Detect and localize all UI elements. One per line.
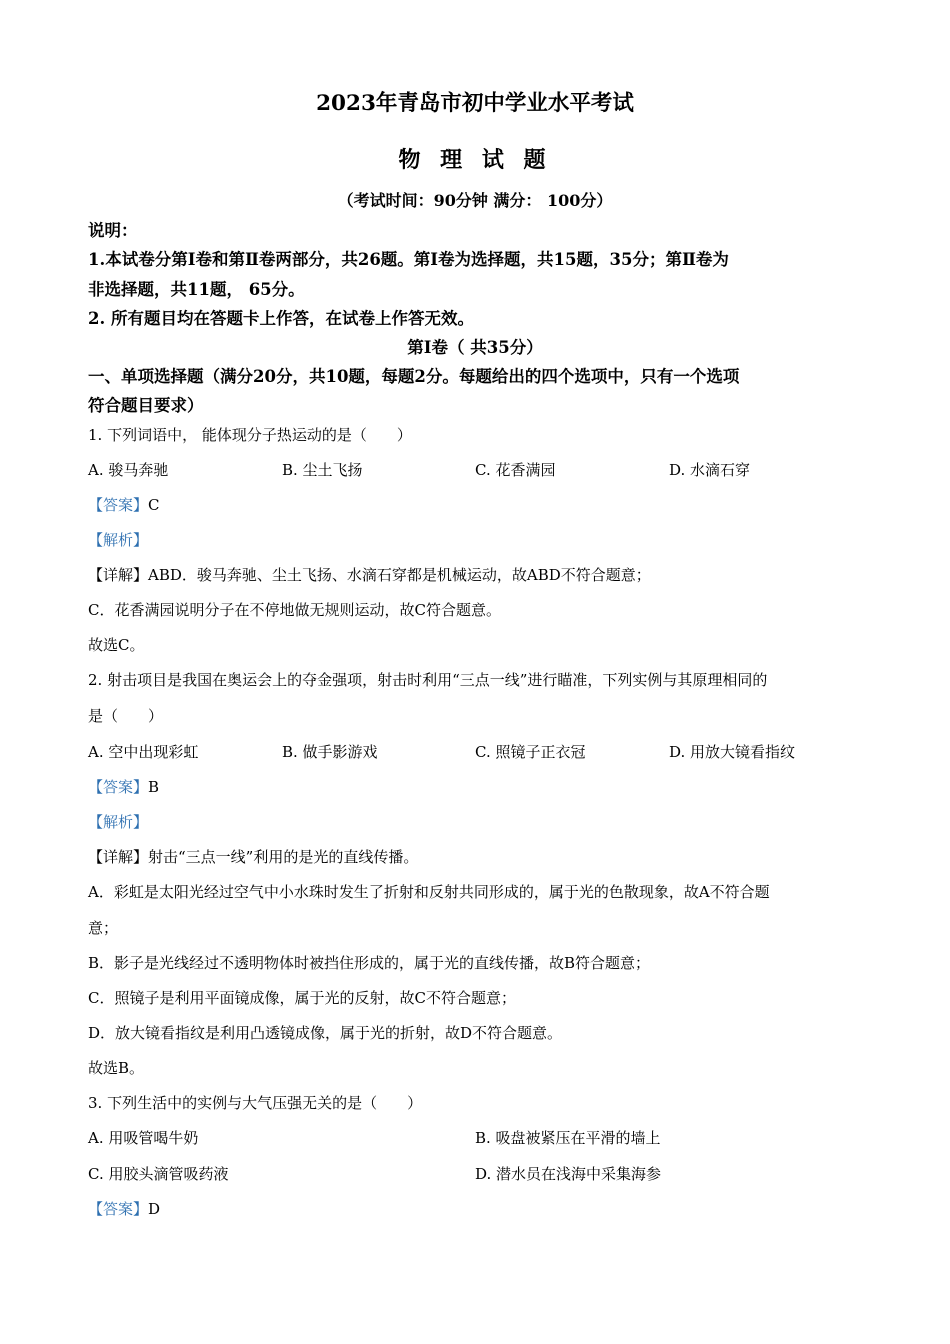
analysis-tag: 【解析】 xyxy=(88,813,149,831)
volume-1-title: 第Ⅰ卷（ 共35分） xyxy=(407,338,543,357)
q3-answer xyxy=(88,1199,868,1219)
exam-info: （考试时间：90分钟 满分： 100分） xyxy=(337,191,613,210)
answer-tag: 【答案】 xyxy=(88,1200,149,1218)
q2-option-a: A. 空中出现彩虹 xyxy=(88,743,199,761)
q2-a-line1: A．彩虹是太阳光经过空气中小水珠时发生了折射和反射共同形成的，属于光的色散现象，故A不符合题 xyxy=(88,883,770,901)
section-1-line2: 符合题目要求） xyxy=(88,396,204,415)
q1-detail-2: C．花香满园说明分子在不停地做无规则运动，故C符合题意。 xyxy=(88,601,501,619)
q2-b: B．影子是光线经过不透明物体时被挡住形成的，属于光的直线传播，故B符合题意； xyxy=(88,954,651,972)
q2-option-c: C. 照镜子正衣冠 xyxy=(475,743,586,761)
q2-answer xyxy=(88,777,868,797)
q3-option-d: D. 潜水员在浅海中采集海参 xyxy=(475,1165,662,1183)
q2-conclusion: 故选B。 xyxy=(88,1059,145,1077)
q1-conclusion: 故选C。 xyxy=(88,636,145,654)
q2-answer-value: B xyxy=(148,778,160,796)
q3-option-b: B. 吸盘被紧压在平滑的墙上 xyxy=(475,1129,661,1147)
q1-option-a: A. 骏马奔驰 xyxy=(88,461,169,479)
q2-c: C．照镜子是利用平面镜成像，属于光的反射，故C不符合题意； xyxy=(88,989,516,1007)
q3-option-c: C. 用胶头滴管吸药液 xyxy=(88,1165,229,1183)
q3-stem: 3. 下列生活中的实例与大气压强无关的是（ ） xyxy=(88,1094,423,1112)
instructions-heading: 说明： xyxy=(88,221,138,240)
q1-option-d: D. 水滴石穿 xyxy=(669,461,751,479)
q1-option-c: C. 花香满园 xyxy=(475,461,556,479)
instruction-1-line1: 1.本试卷分第Ⅰ卷和第Ⅱ卷两部分，共26题。第Ⅰ卷为选择题，共15题，35分；第Ⅱ卷为 xyxy=(88,250,729,269)
q2-option-d: D. 用放大镜看指纹 xyxy=(669,743,796,761)
q2-d: D．放大镜看指纹是利用凸透镜成像，属于光的折射，故D不符合题意。 xyxy=(88,1024,563,1042)
q2-option-b: B. 做手影游戏 xyxy=(282,743,378,761)
q1-detail-1 xyxy=(88,565,868,585)
detail-tag: 【详解】 xyxy=(88,566,149,584)
instruction-2: 2. 所有题目均在答题卡上作答，在试卷上作答无效。 xyxy=(88,309,474,328)
detail-tag: 【详解】 xyxy=(88,848,149,866)
instruction-1-line2: 非选择题，共11题， 65分。 xyxy=(88,280,305,299)
q2-detail-text: 射击“三点一线”利用的是光的直线传播。 xyxy=(148,848,419,866)
q1-option-b: B. 尘土飞扬 xyxy=(282,461,363,479)
q1-answer xyxy=(88,495,868,515)
q1-stem: 1. 下列词语中， 能体现分子热运动的是（ ） xyxy=(88,426,412,444)
q2-a-line2: 意； xyxy=(88,919,119,937)
q1-detail-1-text: ABD．骏马奔驰、尘土飞扬、水滴石穿都是机械运动，故ABD不符合题意； xyxy=(148,566,651,584)
q3-answer-value: D xyxy=(148,1200,161,1218)
exam-title: 2023年青岛市初中学业水平考试 xyxy=(316,91,634,116)
q2-detail xyxy=(88,847,868,867)
q2-stem-line2: 是（ ） xyxy=(88,707,164,725)
q1-analysis xyxy=(88,530,868,550)
answer-tag: 【答案】 xyxy=(88,496,149,514)
q1-answer-value: C xyxy=(148,496,160,514)
analysis-tag: 【解析】 xyxy=(88,531,149,549)
q3-option-a: A. 用吸管喝牛奶 xyxy=(88,1129,199,1147)
q2-analysis xyxy=(88,812,868,832)
q2-stem-line1: 2. 射击项目是我国在奥运会上的夺金强项，射击时利用“三点一线”进行瞄准，下列实例与其原理相同的 xyxy=(88,671,768,689)
answer-tag: 【答案】 xyxy=(88,778,149,796)
subject-title: 物 理 试 题 xyxy=(398,147,552,173)
section-1-line1: 一、单项选择题（满分20分，共10题，每题2分。每题给出的四个选项中，只有一个选项 xyxy=(88,367,740,386)
